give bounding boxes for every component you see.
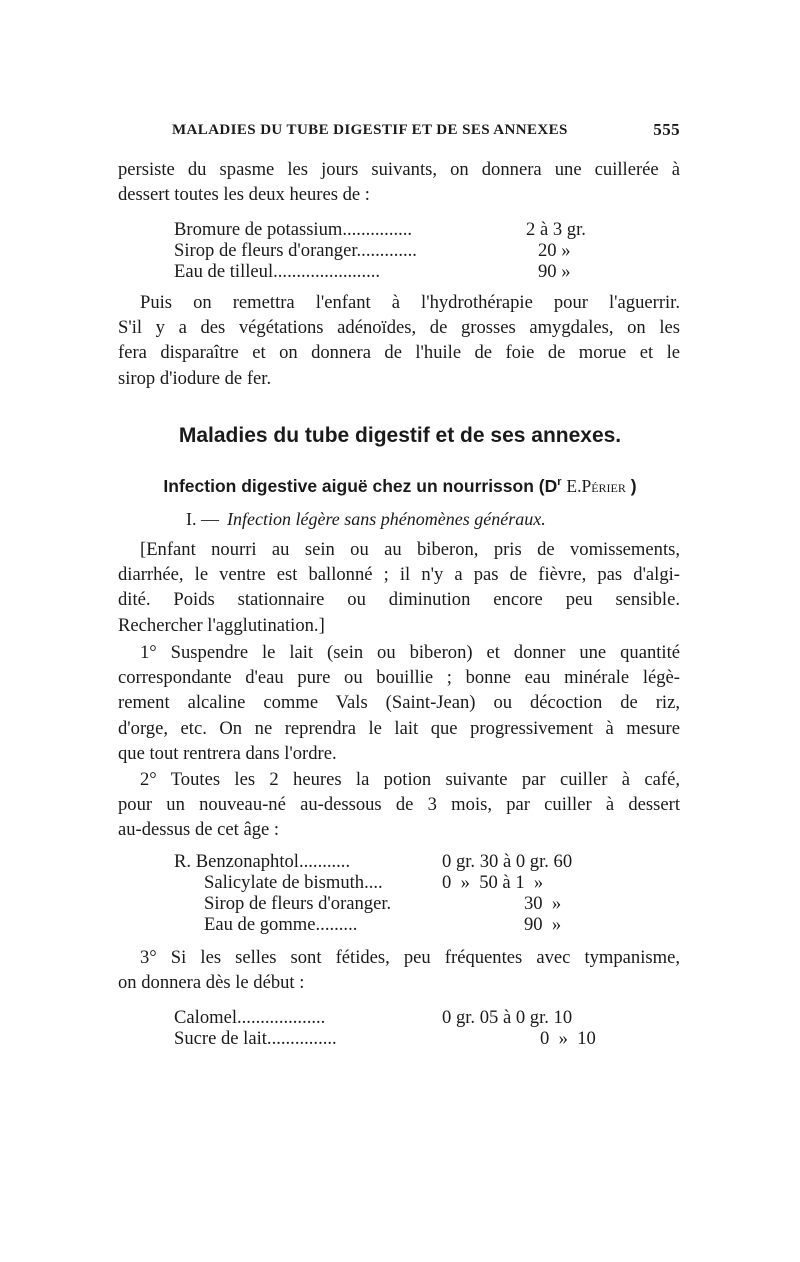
prescription-row	[174, 851, 634, 872]
bracket-paragraph	[118, 537, 680, 638]
prescription-row	[174, 914, 634, 935]
ingredient-dose: 90 »	[524, 914, 562, 935]
prescription-row	[174, 1028, 634, 1049]
subsection-close: )	[630, 476, 637, 496]
ingredient-name: R. Benzonaphtol...........	[174, 851, 351, 872]
point-3-paragraph	[118, 945, 680, 995]
ingredient-name: Salicylate de bismuth....	[204, 872, 383, 893]
ingredient-name: Eau de tilleul.......................	[174, 261, 381, 282]
prescription-bromure	[174, 219, 634, 282]
text-line: 3° Si les selles sont fétides, peu fréquentes avec tympanisme,	[140, 947, 680, 968]
text-line: sirop d'iodure de fer.	[118, 367, 272, 389]
page-number: 555	[653, 120, 680, 139]
ingredient-name: Bromure de potassium...............	[174, 219, 413, 240]
text-line: 2° Toutes les 2 heures la potion suivante par cuiller à café,	[140, 769, 680, 790]
ingredient-dose: 0 » 50 à 1 »	[442, 872, 544, 893]
ingredient-dose: 2 à 3 gr.	[526, 219, 586, 240]
running-header	[172, 122, 680, 139]
subsection-title-sup: r	[557, 476, 562, 489]
text-line: correspondante d'eau pure ou bouillie ; bonne eau minérale légè-	[118, 667, 680, 689]
ingredient-name: Sucre de lait...............	[174, 1028, 337, 1049]
text-line: dité. Poids stationnaire ou diminution encore peu sensible.	[118, 589, 680, 611]
text-line: Rechercher l'agglutination.]	[118, 614, 325, 636]
point-2-paragraph	[118, 767, 680, 843]
subsection-heading	[0, 476, 800, 497]
text-line: persiste du spasme les jours suivants, on donnera une cuillerée à	[118, 159, 680, 180]
author-name: E.Périer	[566, 476, 626, 496]
text-line: Puis on remettra l'enfant à l'hydrothérapie pour l'aguerrir.	[140, 292, 680, 313]
text-line: diarrhée, le ventre est ballonné ; il n'y a pas de fièvre, pas d'algi-	[118, 564, 680, 586]
subsubsection-heading	[186, 509, 546, 530]
text-line: que tout rentrera dans l'ordre.	[118, 742, 337, 764]
ingredient-name: Eau de gomme.........	[204, 914, 358, 935]
ingredient-dose: 0 gr. 30 à 0 gr. 60	[442, 851, 573, 872]
prescription-row	[174, 240, 634, 261]
text-line: pour un nouveau-né au-dessous de 3 mois, par cuiller à dessert	[118, 794, 680, 816]
subsubsection-number: I. —	[186, 509, 219, 529]
ingredient-dose: 0 gr. 05 à 0 gr. 10	[442, 1007, 573, 1028]
ingredient-name: Sirop de fleurs d'oranger.	[204, 893, 392, 914]
ingredient-name: Sirop de fleurs d'oranger.............	[174, 240, 417, 261]
text-line: S'il y a des végétations adénoïdes, de grosses amygdales, on les	[118, 317, 680, 339]
point-1-paragraph	[118, 640, 680, 766]
prescription-row	[174, 219, 634, 240]
text-line: 1° Suspendre le lait (sein ou biberon) et donner une quantité	[140, 642, 680, 663]
text-line: au-dessus de cet âge :	[118, 819, 280, 841]
prescription-row	[174, 1007, 634, 1028]
ingredient-dose: 90 »	[538, 261, 571, 282]
text-line: fera disparaître et on donnera de l'huile de foie de morue et le	[118, 342, 680, 364]
prescription-row	[174, 893, 634, 914]
subsubsection-title: Infection légère sans phénomènes généraux.	[227, 509, 546, 529]
intro-paragraph	[118, 157, 680, 207]
section-heading: Maladies du tube digestif et de ses annexes.	[178, 424, 622, 447]
text-line: dessert toutes les deux heures de :	[118, 184, 370, 206]
hydrotherapy-paragraph	[118, 290, 680, 391]
ingredient-dose: 30 »	[524, 893, 562, 914]
prescription-row	[174, 872, 634, 893]
ingredient-dose: 0 » 10	[540, 1028, 596, 1049]
prescription-row	[174, 261, 634, 282]
ingredient-name: Calomel...................	[174, 1007, 326, 1028]
ingredient-dose: 20 »	[538, 240, 571, 261]
prescription-benzonaphtol	[174, 851, 634, 935]
prescription-calomel	[174, 1007, 634, 1049]
header-title: MALADIES DU TUBE DIGESTIF ET DE SES ANNEXES	[172, 122, 568, 138]
text-line: [Enfant nourri au sein ou au biberon, pris de vomissements,	[140, 539, 680, 560]
text-line: d'orge, etc. On ne reprendra le lait que progressivement à mesure	[118, 717, 680, 739]
subsection-title: Infection digestive aiguë chez un nourrisson (D	[163, 476, 558, 496]
text-line: rement alcaline comme Vals (Saint-Jean) ou décoction de riz,	[118, 692, 680, 714]
text-line: on donnera dès le début :	[118, 972, 305, 994]
